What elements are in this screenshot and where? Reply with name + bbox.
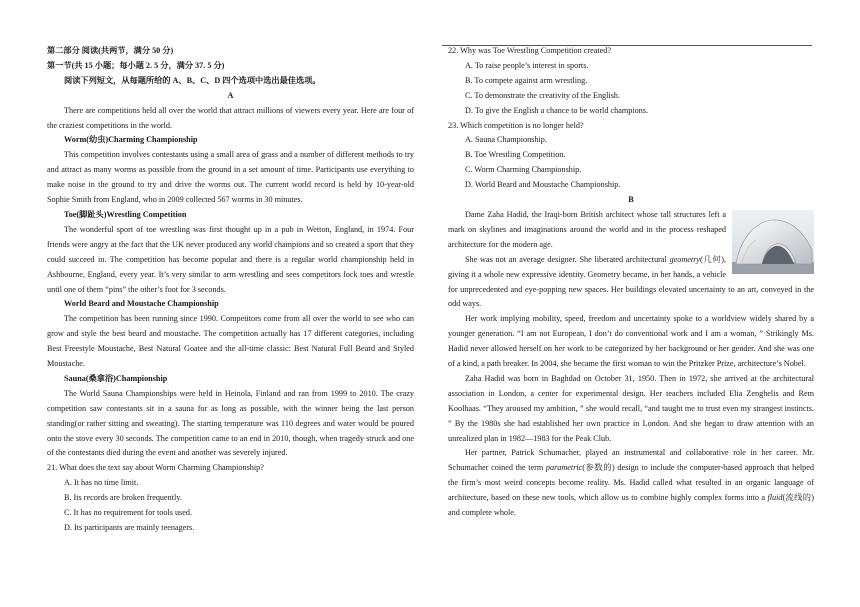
term-geometry: geometry [669,254,701,264]
p5-text-2: (参数的) design to include the computer-based approach that helped the firm’s most weird concepts become reality. Ms. Hadid called what resulted in an organic language of architecture, based on these new tools, which allow us to combine highly complex forms into a [448,463,815,503]
q23-option-b: B. Toe Wrestling Competition. [465,150,566,160]
building-photo [732,210,814,274]
passage-a-letter: A [227,90,234,100]
q21-option-c: C. It has no requirement for tools used. [64,508,193,518]
instruction: 阅读下列短文，从每题所给的 A、B、C、D 四个选项中选出最佳选项。 [64,75,321,85]
passage-a-intro: There are competitions held all over the world that attract millions of viewers every year. Here are four of the craziest competitions in the world. [47,105,414,130]
passage-b-letter: B [628,195,634,205]
passage-b-paragraph-3: Her work implying mobility, speed, freedom and uncertainty spoke to a worldview widely shared by a younger generation. “I am not European, I don’t do conventional work and I am a woman, ” Strikingly Ms. Hadid never allowed herself on her work to be categorized by her background or her gender. And she was one of a kind, a path breaker. In 2004, she became the first woman to win the Pritzker Prize, architecture’s Nobel. [448,314,814,369]
left-column [47,44,414,536]
question-21: 21. What does the text say about Worm Charming Championship? [47,463,264,473]
q21-option-b: B. Its records are broken frequently. [64,493,182,503]
paragraph-sauna: The World Sauna Championships were held in Heinola, Finland and ran from 1999 to 2010. The crazy competition saw contestants sit in a sauna for as long as possible, with the winner being the last person standing(or rather sitting and sweating). The starting temperature was 110 degrees and water would be poured onto the stove every 30 seconds. The competition came to an end in 2010, though, when tragedy struck and one of the contestants died during the event and another was severely injured. [47,388,414,458]
q22-option-a: A. To raise people’s interest in sports. [465,60,589,70]
q22-option-b: B. To compete against arm wrestling. [465,75,588,85]
heading-beard: World Beard and Moustache Championship [64,299,219,309]
question-22: 22. Why was Toe Wrestling Competition created? [448,46,612,55]
q21-option-d: D. Its participants are mainly teenagers. [64,523,195,532]
paragraph-toe: The wonderful sport of toe wrestling was first thought up in a pub in Wetton, England, in 1974. Four friends were angry at the fact that the UK never produced any world champions and so created a sport that they could succeed in. The competition has become popular and there is a regular world championship held in Ashbourne, England, every year. It’s very similar to arm wrestling and sees competitors lock toes and wrestle until one of them “pins” the other’s foot for 3 seconds. [47,224,414,294]
q23-option-c: C. Worm Charming Championship. [465,165,582,175]
passage-b-paragraph-5 [448,446,814,521]
section-title: 第一节(共 15 小题；每小题 2. 5 分，满分 37. 5 分) [47,60,225,70]
q22-option-d: D. To give the English a chance to be world champions. [465,105,648,115]
p2-text-1: She was not an average designer. She liberated architectural [465,254,670,264]
passage-b-paragraph-1: Dame Zaha Hadid, the Iraqi-born British architect whose tall structures left a mark on skylines and imaginations around the world and in the process reshaped architecture for the modern age. [448,209,726,249]
heading-toe: Toe(脚趾头)Wrestling Competition [64,209,187,219]
passage-b-paragraph-4: Zaha Hadid was born in Baghdad on October 31, 1950. Then in 1972, she arrived at the architectural association in London, a center for experimental design. Her teachers included Elia Zenghelis and Rem Koolhaas. “They aroused my ambition, ” she would recall, “and taught me to trust even my strangest instincts. ” By the 1980s she had established her own practice in London. And she began to draw attention with an unrealized plan in 1982—1983 for the Peak Club. [448,373,814,443]
heading-sauna: Sauna(桑拿浴)Championship [64,373,168,383]
q23-option-a: A. Sauna Championship. [465,135,547,145]
q23-option-d: D. World Beard and Moustache Championship. [465,180,621,190]
q22-option-c: C. To demonstrate the creativity of the English. [465,90,621,100]
term-fluid: fluid [767,493,783,503]
paragraph-worm: This competition involves contestants using a small area of grass and a number of different methods to try and attract as many worms as possible from the ground in a set amount of time. Participants use everything to make noise in the ground to try and drive the worms out. The current world record is held by 10-year-old Sophie Smith from England, who in 2009 collected 567 worms in 30 minutes. [47,150,414,205]
part-title: 第二部分 阅读(共两节，满分 50 分) [47,46,174,55]
term-parametric: parametric [545,463,583,473]
q21-option-a: A. It has no time limit. [64,478,139,488]
p5-text-3: (流线的) and complete whole. [448,493,814,518]
heading-worm: Worm(幼虫)Charming Championship [64,135,198,145]
paragraph-beard: The competition has been running since 1990. Competitors come from all over the world to see who can grow and style the best beard and moustache. The competition actually has 17 different categories, including Best Freestyle Moustache, Best Natural Goatee and the all-time classic: Best Natural Full Beard and Styled Moustache. [47,314,414,369]
right-column [448,44,814,521]
p2-text-2: (几何), giving it a whole new expressive identity. Geometry became, in her hands, a vehicle for unprecedented and eye-popping new spaces. Her buildings elevated uncertainty to an art, conveyed in the odd ways. [448,254,814,309]
question-23: 23. Which competition is no longer held? [448,120,584,130]
p5-text-1: Her partner, Patrick Schumacher, played an instrumental and collaborative role in her career. Mr. Schumacher coined the term [448,448,814,473]
